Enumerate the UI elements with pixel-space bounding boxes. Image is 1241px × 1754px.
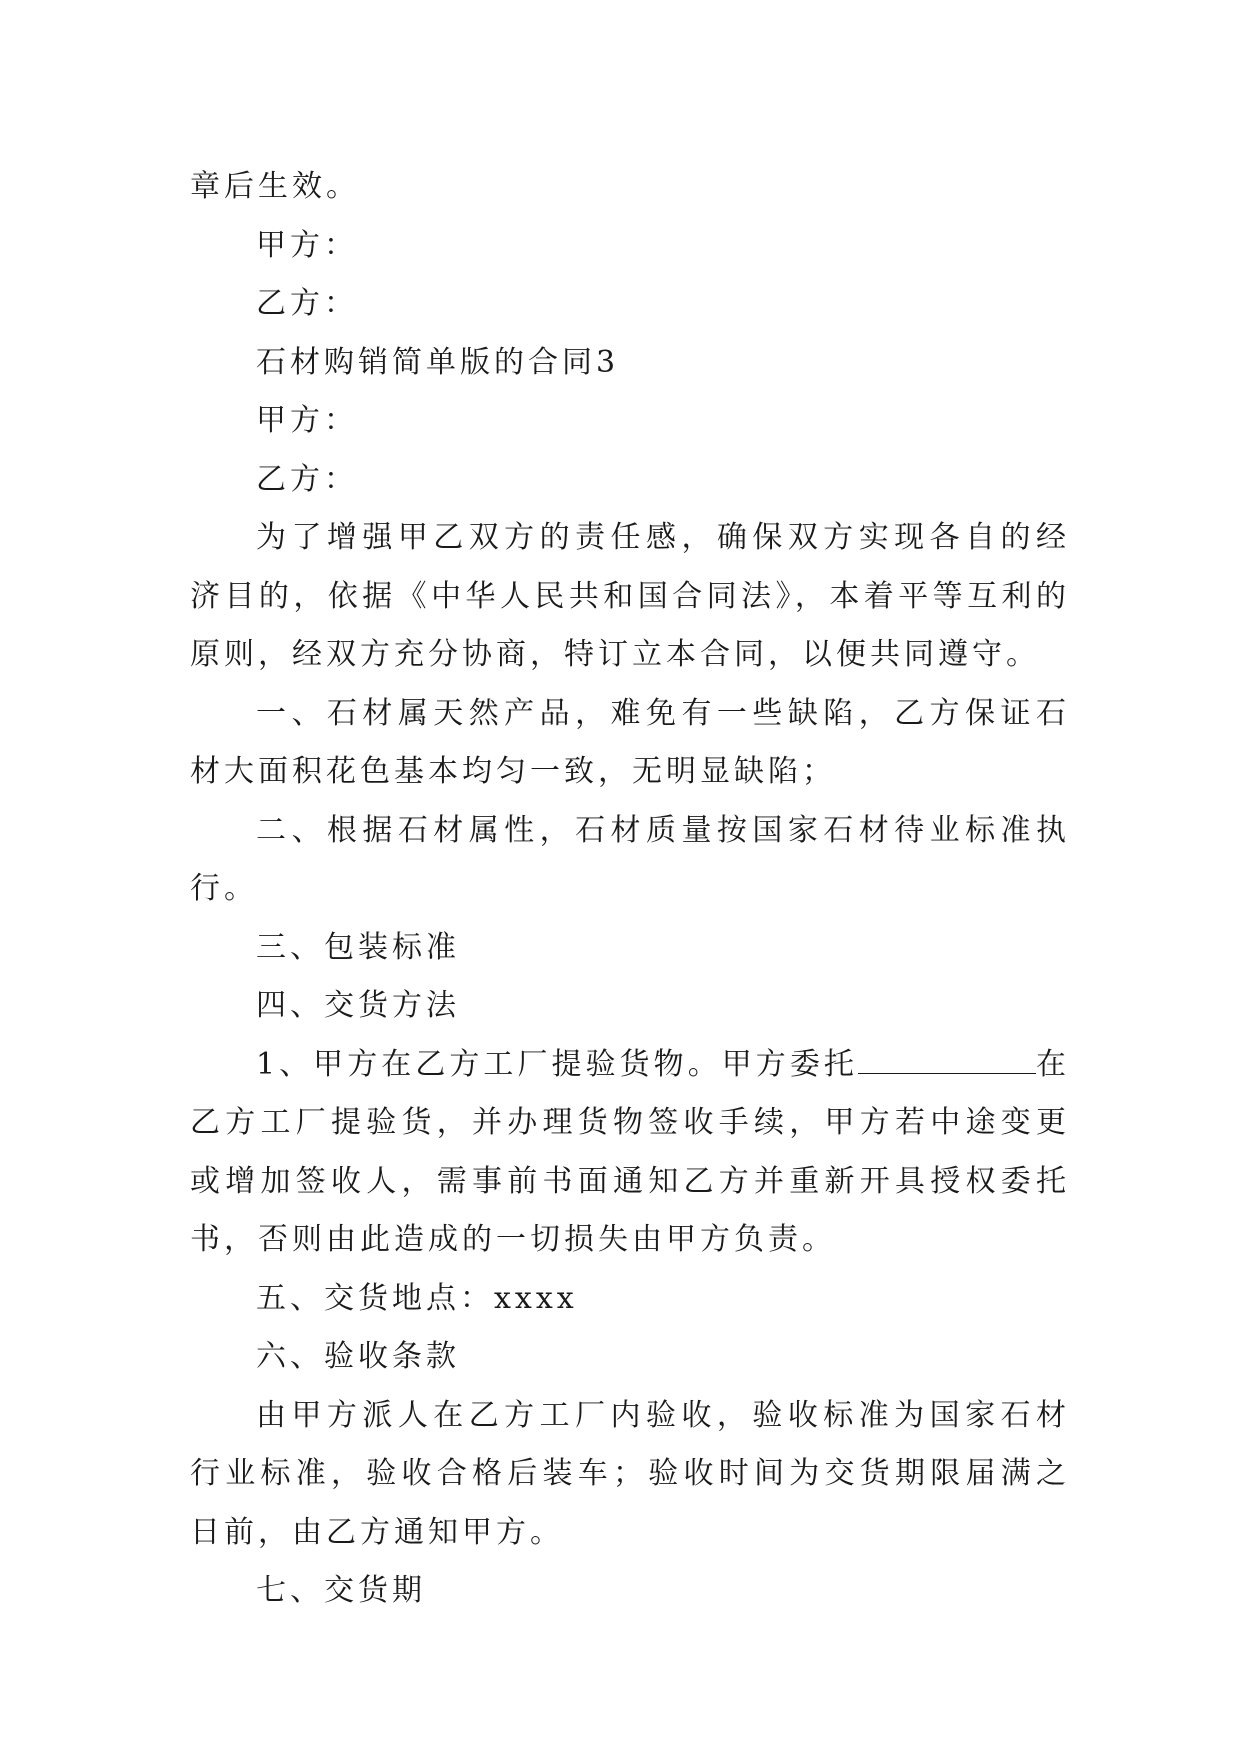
paragraph-continuation: 章后生效。 — [190, 169, 360, 204]
clause-5-delivery-place: 五、交货地点：xxxx — [256, 1280, 578, 1316]
clause-4-item-1-start: 1、甲方在乙方工厂提验货物。甲方委托 — [256, 1046, 858, 1082]
clause-4-item-1 — [190, 1036, 1070, 1270]
party-a-label-2: 甲方： — [256, 403, 358, 438]
clause-6-heading: 六、验收条款 — [256, 1339, 460, 1374]
clause-7-heading: 七、交货期 — [256, 1573, 426, 1608]
clause-6-body: 由甲方派人在乙方工厂内验收，验收标准为国家石材行业标准，验收合格后装车；验收时间为交货期限届满之日前，由乙方通知甲方。 — [190, 1397, 1070, 1550]
clause-4-heading: 四、交货方法 — [256, 988, 460, 1023]
party-b-label-2: 乙方： — [256, 461, 358, 497]
clause-4-item-1-rest: 在乙方工厂提验货，并办理货物签收手续，甲方若中途变更或增加签收人，需事前书面通知乙方并重新开具授权委托书，否则由此造成的一切损失由甲方负责。 — [190, 1046, 1071, 1257]
contract-title: 石材购销简单版的合同3 — [256, 344, 620, 380]
document-body — [190, 158, 1070, 1621]
party-b-label: 乙方： — [256, 286, 358, 321]
preamble-paragraph: 为了增强甲乙双方的责任感，确保双方实现各自的经济目的，依据《中华人民共和国合同法》，本着平等互利的原则，经双方充分协商，特订立本合同，以便共同遵守。 — [190, 520, 1070, 672]
clause-1: 一、石材属天然产品，难免有一些缺陷，乙方保证石材大面积花色基本均匀一致，无明显缺陷； — [190, 695, 1070, 789]
party-a-label: 甲方： — [256, 227, 358, 263]
clause-3-heading: 三、包装标准 — [256, 929, 460, 965]
fill-in-blank — [858, 1045, 1036, 1074]
clause-2: 二、根据石材属性，石材质量按国家石材待业标准执行。 — [190, 812, 1070, 906]
